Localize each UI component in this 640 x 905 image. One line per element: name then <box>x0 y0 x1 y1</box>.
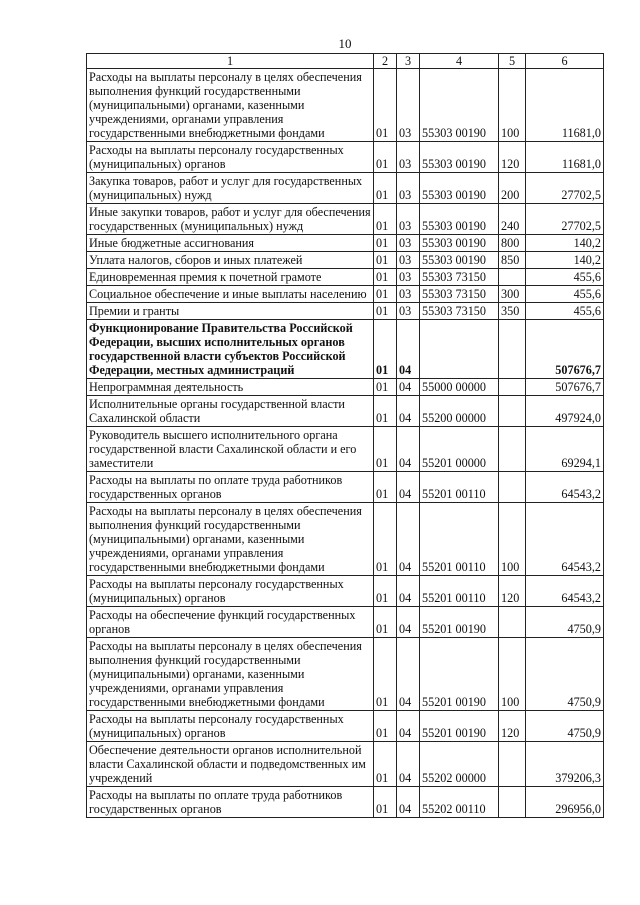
table-row <box>87 379 604 396</box>
row-section: 01 <box>374 320 397 379</box>
row-section: 01 <box>374 235 397 252</box>
table-row <box>87 286 604 303</box>
row-section: 01 <box>374 396 397 427</box>
row-expense-type: 200 <box>499 173 526 204</box>
row-name: Непрограммная деятельность <box>87 379 374 396</box>
row-expense-type: 240 <box>499 204 526 235</box>
row-amount: 140,2 <box>526 235 604 252</box>
row-expense-type <box>499 742 526 787</box>
row-expense-type <box>499 379 526 396</box>
row-amount: 497924,0 <box>526 396 604 427</box>
row-subsection: 03 <box>397 173 420 204</box>
row-subsection: 04 <box>397 503 420 576</box>
row-expense-type <box>499 607 526 638</box>
page-number: 10 <box>338 36 352 51</box>
header-col-3: 3 <box>397 54 420 69</box>
table-row <box>87 742 604 787</box>
row-expense-type: 100 <box>499 638 526 711</box>
row-section: 01 <box>374 576 397 607</box>
row-amount: 64543,2 <box>526 576 604 607</box>
row-section: 01 <box>374 269 397 286</box>
row-subsection: 03 <box>397 204 420 235</box>
row-target-code: 55000 00000 <box>420 379 499 396</box>
row-target-code: 55201 00190 <box>420 607 499 638</box>
row-amount: 64543,2 <box>526 472 604 503</box>
row-amount: 69294,1 <box>526 427 604 472</box>
row-section: 01 <box>374 286 397 303</box>
row-target-code: 55201 00110 <box>420 576 499 607</box>
row-name: Иные бюджетные ассигнования <box>87 235 374 252</box>
row-amount: 140,2 <box>526 252 604 269</box>
row-name: Руководитель высшего исполнительного органа государственной власти Сахалинской области и его заместители <box>87 427 374 472</box>
row-section: 01 <box>374 607 397 638</box>
row-expense-type: 350 <box>499 303 526 320</box>
row-section: 01 <box>374 503 397 576</box>
row-section: 01 <box>374 638 397 711</box>
row-subsection: 03 <box>397 235 420 252</box>
row-amount: 4750,9 <box>526 711 604 742</box>
row-target-code: 55202 00110 <box>420 787 499 818</box>
row-amount: 455,6 <box>526 303 604 320</box>
row-expense-type: 100 <box>499 503 526 576</box>
row-expense-type <box>499 396 526 427</box>
row-target-code: 55200 00000 <box>420 396 499 427</box>
table-row <box>87 396 604 427</box>
row-name: Закупка товаров, работ и услуг для государственных (муниципальных) нужд <box>87 173 374 204</box>
row-name: Функционирование Правительства Российской Федерации, высших исполнительных органов государственной власти субъектов Российской Федерации, местных администраций <box>87 320 374 379</box>
row-name: Обеспечение деятельности органов исполнительной власти Сахалинской области и подведомственных им учреждений <box>87 742 374 787</box>
header-col-2: 2 <box>374 54 397 69</box>
row-name: Премии и гранты <box>87 303 374 320</box>
row-expense-type <box>499 320 526 379</box>
row-amount: 507676,7 <box>526 320 604 379</box>
row-subsection: 04 <box>397 320 420 379</box>
row-target-code <box>420 320 499 379</box>
row-expense-type <box>499 269 526 286</box>
row-expense-type: 100 <box>499 69 526 142</box>
row-name: Расходы на выплаты персоналу государственных (муниципальных) органов <box>87 576 374 607</box>
row-expense-type: 800 <box>499 235 526 252</box>
row-target-code: 55303 00190 <box>420 142 499 173</box>
row-expense-type: 300 <box>499 286 526 303</box>
row-subsection: 03 <box>397 252 420 269</box>
row-subsection: 04 <box>397 472 420 503</box>
row-amount: 4750,9 <box>526 638 604 711</box>
row-section: 01 <box>374 69 397 142</box>
row-section: 01 <box>374 303 397 320</box>
row-expense-type <box>499 472 526 503</box>
table-row <box>87 607 604 638</box>
table-row <box>87 427 604 472</box>
row-name: Расходы на выплаты персоналу государственных (муниципальных) органов <box>87 142 374 173</box>
row-name: Иные закупки товаров, работ и услуг для обеспечения государственных (муниципальных) нужд <box>87 204 374 235</box>
table-row <box>87 711 604 742</box>
row-subsection: 04 <box>397 576 420 607</box>
row-name: Единовременная премия к почетной грамоте <box>87 269 374 286</box>
row-amount: 507676,7 <box>526 379 604 396</box>
row-expense-type: 120 <box>499 576 526 607</box>
row-section: 01 <box>374 787 397 818</box>
row-subsection: 04 <box>397 427 420 472</box>
row-name: Расходы на выплаты персоналу в целях обеспечения выполнения функций государственными (муниципальными) органами, казенными учреждениями, органами управления государственными внебюджетными фондами <box>87 638 374 711</box>
row-amount: 4750,9 <box>526 607 604 638</box>
row-amount: 11681,0 <box>526 69 604 142</box>
row-target-code: 55303 73150 <box>420 269 499 286</box>
row-amount: 64543,2 <box>526 503 604 576</box>
row-section: 01 <box>374 204 397 235</box>
row-amount: 27702,5 <box>526 204 604 235</box>
row-subsection: 03 <box>397 269 420 286</box>
table-row <box>87 303 604 320</box>
row-target-code: 55303 73150 <box>420 303 499 320</box>
row-subsection: 04 <box>397 742 420 787</box>
table-row <box>87 503 604 576</box>
row-subsection: 03 <box>397 142 420 173</box>
row-target-code: 55202 00000 <box>420 742 499 787</box>
table-body <box>87 69 604 818</box>
row-expense-type: 850 <box>499 252 526 269</box>
row-amount: 379206,3 <box>526 742 604 787</box>
row-section: 01 <box>374 742 397 787</box>
row-expense-type <box>499 427 526 472</box>
row-subsection: 04 <box>397 396 420 427</box>
row-target-code: 55303 00190 <box>420 235 499 252</box>
table-row <box>87 787 604 818</box>
table-row <box>87 252 604 269</box>
header-col-6: 6 <box>526 54 604 69</box>
table-row <box>87 472 604 503</box>
row-amount: 455,6 <box>526 286 604 303</box>
row-subsection: 03 <box>397 303 420 320</box>
row-name: Социальное обеспечение и иные выплаты населению <box>87 286 374 303</box>
row-subsection: 03 <box>397 286 420 303</box>
row-amount: 455,6 <box>526 269 604 286</box>
row-section: 01 <box>374 379 397 396</box>
row-name: Расходы на выплаты персоналу в целях обеспечения выполнения функций государственными (муниципальными) органами, казенными учреждениями, органами управления государственными внебюджетными фондами <box>87 503 374 576</box>
table-row <box>87 173 604 204</box>
row-expense-type: 120 <box>499 711 526 742</box>
header-col-4: 4 <box>420 54 499 69</box>
row-subsection: 04 <box>397 711 420 742</box>
row-section: 01 <box>374 173 397 204</box>
row-amount: 296956,0 <box>526 787 604 818</box>
row-expense-type <box>499 787 526 818</box>
row-target-code: 55303 00190 <box>420 252 499 269</box>
row-name: Расходы на выплаты персоналу государственных (муниципальных) органов <box>87 711 374 742</box>
row-target-code: 55201 00000 <box>420 427 499 472</box>
table-row <box>87 142 604 173</box>
row-section: 01 <box>374 427 397 472</box>
row-target-code: 55201 00190 <box>420 711 499 742</box>
table-row <box>87 638 604 711</box>
row-name: Расходы на выплаты персоналу в целях обеспечения выполнения функций государственными (муниципальными) органами, казенными учреждениями, органами управления государственными внебюджетными фондами <box>87 69 374 142</box>
row-name: Уплата налогов, сборов и иных платежей <box>87 252 374 269</box>
row-target-code: 55303 00190 <box>420 69 499 142</box>
row-expense-type: 120 <box>499 142 526 173</box>
row-target-code: 55201 00110 <box>420 472 499 503</box>
row-name: Расходы на выплаты по оплате труда работников государственных органов <box>87 787 374 818</box>
row-amount: 11681,0 <box>526 142 604 173</box>
row-subsection: 04 <box>397 379 420 396</box>
row-section: 01 <box>374 711 397 742</box>
header-col-5: 5 <box>499 54 526 69</box>
row-subsection: 04 <box>397 607 420 638</box>
row-section: 01 <box>374 252 397 269</box>
row-target-code: 55201 00190 <box>420 638 499 711</box>
row-target-code: 55303 73150 <box>420 286 499 303</box>
table-row <box>87 204 604 235</box>
table-row <box>87 269 604 286</box>
row-section: 01 <box>374 142 397 173</box>
table-row <box>87 235 604 252</box>
row-target-code: 55201 00110 <box>420 503 499 576</box>
row-name: Исполнительные органы государственной власти Сахалинской области <box>87 396 374 427</box>
row-section: 01 <box>374 472 397 503</box>
row-target-code: 55303 00190 <box>420 204 499 235</box>
table-header-row <box>87 54 604 69</box>
table-row <box>87 69 604 142</box>
row-name: Расходы на выплаты по оплате труда работников государственных органов <box>87 472 374 503</box>
row-subsection: 04 <box>397 787 420 818</box>
header-col-1: 1 <box>87 54 374 69</box>
row-name: Расходы на обеспечение функций государственных органов <box>87 607 374 638</box>
table-row <box>87 320 604 379</box>
table-row <box>87 576 604 607</box>
row-subsection: 04 <box>397 638 420 711</box>
row-amount: 27702,5 <box>526 173 604 204</box>
row-subsection: 03 <box>397 69 420 142</box>
budget-table <box>86 53 604 818</box>
row-target-code: 55303 00190 <box>420 173 499 204</box>
